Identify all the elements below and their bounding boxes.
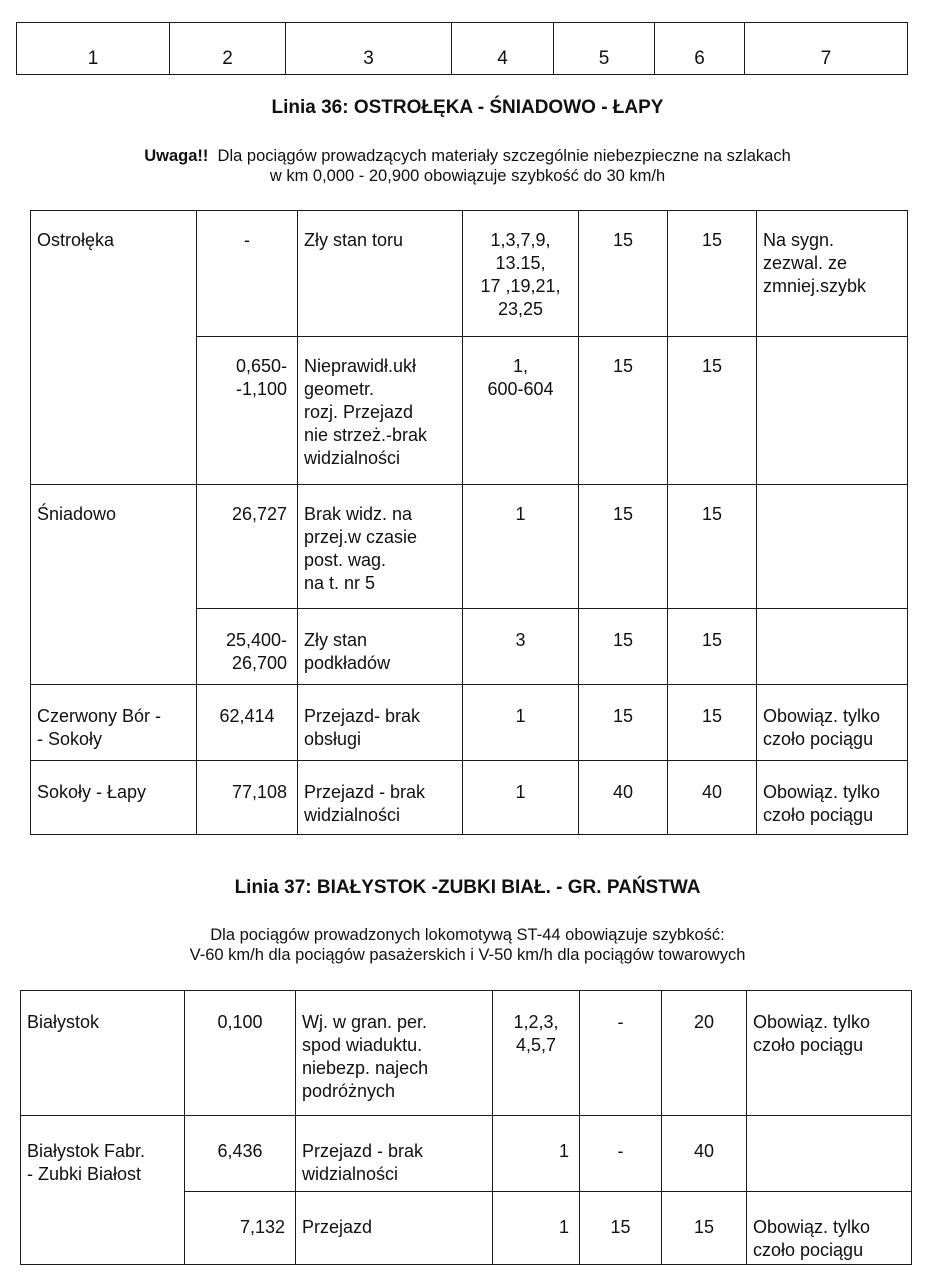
column-number: 7 [745,23,908,75]
speed-2-cell: 15 [662,1192,747,1265]
table-row [31,485,908,609]
speed-2-cell: 40 [662,1116,747,1192]
reason-cell: Przejazd - brak widzialności [298,761,463,835]
speed-1-cell: 15 [579,211,668,337]
reason-cell: Zły stan podkładów [298,609,463,685]
note-line-2: w km 0,000 - 20,900 obowiązuje szybkość do 30 km/h [269,167,666,185]
km-cell: 25,400- 26,700 [197,609,298,685]
remarks-cell [757,337,908,485]
remarks-cell [747,1116,912,1192]
km-cell: 62,414 [197,685,298,761]
remarks-cell [757,609,908,685]
km-cell: 77,108 [197,761,298,835]
tracks-cell: 3 [463,609,579,685]
table-row [21,991,912,1116]
restrictions-table-line-36 [30,210,908,835]
speed-2-cell: 15 [668,609,757,685]
section-title-line-37: Linia 37: BIAŁYSTOK -ZUBKI BIAŁ. - GR. PAŃSTWA [234,877,701,898]
reason-cell: Nieprawidł.ukł geometr. rozj. Przejazd nie strzeż.-brak widzialności [298,337,463,485]
remarks-cell: Na sygn. zezwal. ze zmniej.szybk [757,211,908,337]
reason-cell: Wj. w gran. per. spod wiaduktu. niebezp. najech podróżnych [296,991,493,1116]
remarks-cell: Obowiąz. tylko czoło pociągu [747,1192,912,1265]
station-cell: Śniadowo [31,485,197,685]
speed-2-cell: 15 [668,485,757,609]
km-cell: 26,727 [197,485,298,609]
speed-2-cell: 15 [668,685,757,761]
station-cell: Ostrołęka [31,211,197,485]
column-number: 3 [286,23,452,75]
speed-1-cell: - [580,991,662,1116]
km-cell: 0,100 [185,991,296,1116]
table-row [31,685,908,761]
table-row [31,211,908,337]
column-number: 4 [452,23,554,75]
speed-1-cell: - [580,1116,662,1192]
km-cell: - [197,211,298,337]
speed-1-cell: 15 [580,1192,662,1265]
tracks-cell: 1,2,3, 4,5,7 [493,991,580,1116]
section-title-line-36: Linia 36: OSTROŁĘKA - ŚNIADOWO - ŁAPY [271,97,664,118]
column-number: 6 [655,23,745,75]
station-cell: Sokoły - Łapy [31,761,197,835]
tracks-cell: 1 [463,761,579,835]
tracks-cell: 1 [493,1192,580,1265]
reason-cell: Przejazd- brak obsługi [298,685,463,761]
tracks-cell: 1 [493,1116,580,1192]
speed-1-cell: 15 [579,609,668,685]
speed-2-cell: 15 [668,211,757,337]
station-cell: Białystok [21,991,185,1116]
column-number: 2 [170,23,286,75]
tracks-cell: 1,3,7,9, 13.15, 17 ,19,21, 23,25 [463,211,579,337]
warning-label: Uwaga!! [144,147,209,165]
km-cell: 6,436 [185,1116,296,1192]
restrictions-table-line-37 [20,990,912,1265]
reason-cell: Brak widz. na przej.w czasie post. wag. na t. nr 5 [298,485,463,609]
column-number-header [16,22,908,75]
reason-cell: Przejazd - brak widzialności [296,1116,493,1192]
tracks-cell: 1 [463,485,579,609]
table-row [21,1116,912,1192]
speed-2-cell: 20 [662,991,747,1116]
tracks-cell: 1, 600-604 [463,337,579,485]
column-number: 5 [554,23,655,75]
column-number: 1 [17,23,170,75]
speed-2-cell: 40 [668,761,757,835]
speed-1-cell: 40 [579,761,668,835]
km-cell: 0,650- -1,100 [197,337,298,485]
station-cell: Czerwony Bór - - Sokoły [31,685,197,761]
section-note-line-37 [0,925,935,965]
reason-cell: Przejazd [296,1192,493,1265]
speed-1-cell: 15 [579,337,668,485]
table-row [31,761,908,835]
note-line-2: V-60 km/h dla pociągów pasażerskich i V-50 km/h dla pociągów towarowych [189,946,746,964]
remarks-cell: Obowiąz. tylko czoło pociągu [747,991,912,1116]
section-note-line-36 [0,146,935,186]
reason-cell: Zły stan toru [298,211,463,337]
tracks-cell: 1 [463,685,579,761]
remarks-cell: Obowiąz. tylko czoło pociągu [757,761,908,835]
remarks-cell: Obowiąz. tylko czoło pociągu [757,685,908,761]
speed-1-cell: 15 [579,685,668,761]
station-cell: Białystok Fabr. - Zubki Białost [21,1116,185,1265]
speed-1-cell: 15 [579,485,668,609]
km-cell: 7,132 [185,1192,296,1265]
speed-2-cell: 15 [668,337,757,485]
note-line-1: Dla pociągów prowadzących materiały szczególnie niebezpieczne na szlakach [217,147,791,165]
remarks-cell [757,485,908,609]
note-line-1: Dla pociągów prowadzonych lokomotywą ST-44 obowiązuje szybkość: [210,926,725,944]
